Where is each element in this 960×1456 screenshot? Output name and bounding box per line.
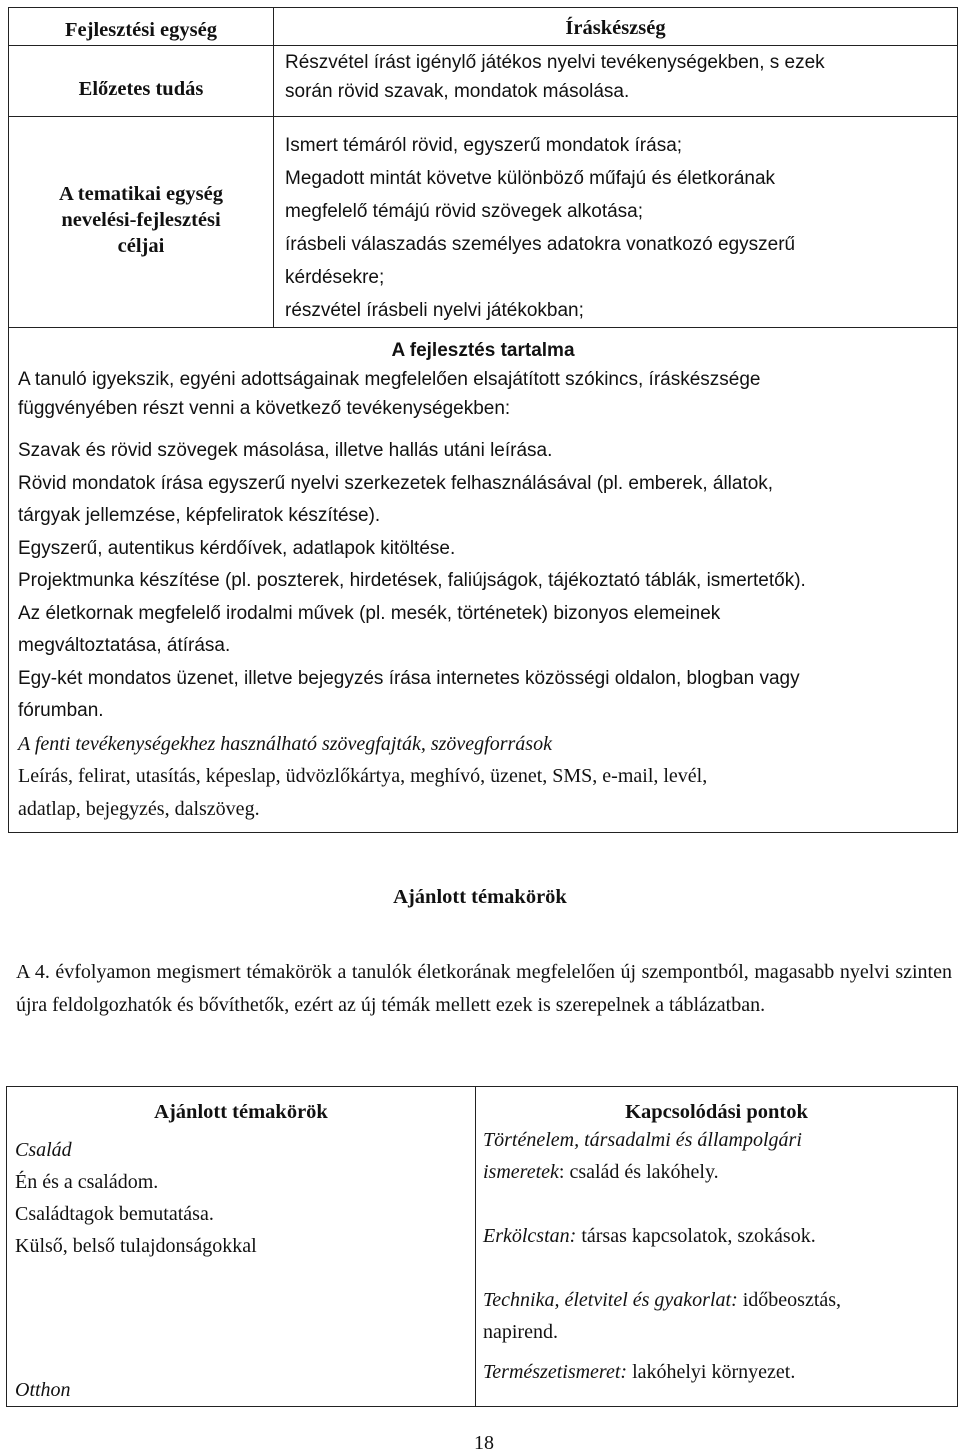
sources-line: Leírás, felirat, utasítás, képeslap, üdvözlőkártya, meghívó, üzenet, SMS, e-mail, levél, [18,765,708,787]
unit-value: Íráskészség [565,17,666,39]
row-goals [9,117,958,328]
prior-label: Előzetes tudás [78,78,204,100]
prior-text [274,48,957,106]
topic-home: Otthon [15,1379,71,1401]
link-value: napirend. [483,1321,558,1343]
content-intro-line: A tanuló igyekszik, egyéni adottságainak megfelelően elsajátított szókincs, íráskészsége [18,369,761,390]
goals-line: Megadott mintát követve különböző műfajú és életkorának [285,168,776,189]
activity-line: tárgyak jellemzése, képfeliratok készítése). [18,505,381,526]
link-value: : család és lakóhely. [558,1161,719,1183]
goals-label-cell [9,117,274,328]
content-intro [9,362,957,425]
activity-line: fórumban. [18,700,104,721]
activity-line: megváltoztatása, átírása. [18,635,231,656]
activity-line: Egy-két mondatos üzenet, illetve bejegyzés írása internetes közösségi oldalon, blogban vagy [18,667,800,689]
link-label: ismeretek [483,1161,559,1183]
goals-label [9,117,273,259]
section-intro: A 4. évfolyamon megismert témakörök a tanulók életkorának megfelelően új szempontból, magasabb nyelvi szinten újra feldolgozhatók és bővíthetők, ezért az új témák mellett ezek is szerepelnek a táblázatban. [16,961,952,1016]
goals-line: kérdésekre; [285,267,385,288]
topics-table [6,1086,958,1407]
topic-family [7,1124,475,1262]
content-intro-line: függvényében részt venni a következő tevékenységekben: [18,398,511,419]
link-value: lakóhelyi környezet. [627,1361,796,1383]
unit-label: Fejlesztési egység [65,19,217,41]
topic-item: Családtagok bemutatása. [15,1203,214,1225]
row-content [9,328,958,833]
topics-header: Ajánlott témakörök [154,1101,328,1123]
link-history [483,1124,951,1188]
goals-label-line: nevelési-fejlesztési [61,209,221,231]
topics-row [7,1087,958,1407]
activity-line: Rövid mondatok írása egyszerű nyelvi szerkezetek felhasználásával (pl. emberek, állatok, [18,472,774,494]
goals-line: részvétel írásbeli nyelvi játékokban; [285,300,584,321]
row-prior-knowledge [9,46,958,117]
prior-label-cell [9,46,274,117]
link-label: Erkölcstan: [483,1225,577,1247]
content-cell [9,328,958,833]
content-activities [9,425,957,827]
link-label: Történelem, társadalmi és állampolgári [483,1129,802,1151]
activity-line: Szavak és rövid szövegek másolása, illetve hallás utáni leírása. [18,440,553,461]
topic-title: Család [15,1139,72,1161]
link-technology [483,1284,951,1348]
topics-cell [7,1087,476,1407]
content-title: A fejlesztés tartalma [391,340,575,361]
link-ethics [483,1220,951,1252]
links-header: Kapcsolódási pontok [625,1101,808,1123]
sources-line: adatlap, bejegyzés, dalszöveg. [18,797,260,820]
goals-value-cell [274,117,958,328]
links-cell [476,1087,958,1407]
prior-value-cell [274,46,958,117]
topic-item: Külső, belső tulajdonságokkal [15,1235,257,1257]
goals-line: megfelelő témájú rövid szövegek alkotása; [285,201,644,222]
section-title: Ajánlott témakörök [393,886,567,908]
links-content [476,1124,957,1388]
goals-label-line: céljai [117,235,165,257]
competency-table [8,7,958,833]
unit-value-cell [274,8,958,46]
prior-line: Részvétel írást igénylő játékos nyelvi tevékenységekben, s ezek [285,52,825,73]
activity-line: Egyszerű, autentikus kérdőívek, adatlapok kitöltése. [18,537,456,559]
link-value: társas kapcsolatok, szokások. [576,1225,816,1247]
goals-line: írásbeli válaszadás személyes adatokra vonatkozó egyszerű [285,234,796,255]
goals-line: Ismert témáról rövid, egyszerű mondatok írása; [285,135,683,156]
link-label: Természetismeret: [483,1361,628,1383]
prior-line: során rövid szavak, mondatok másolása. [285,81,630,102]
goals-label-line: A tematikai egység [59,183,223,205]
activity-line: Projektmunka készítése (pl. poszterek, hirdetések, faliújságok, tájékoztató táblák, ismertetők). [18,570,806,591]
row-unit [9,8,958,46]
unit-label-cell [9,8,274,46]
sources-title: A fenti tevékenységekhez használható szövegfajták, szövegforrások [18,732,552,755]
page-number: 18 [474,1432,494,1454]
topic-item: Én és a családom. [15,1171,159,1193]
activity-line: Az életkornak megfelelő irodalmi művek (pl. mesék, történetek) bizonyos elemeinek [18,602,721,624]
goals-text [274,117,957,327]
link-science [483,1356,951,1388]
link-value: időbeosztás, [737,1289,842,1311]
link-label: Technika, életvitel és gyakorlat: [483,1289,738,1311]
